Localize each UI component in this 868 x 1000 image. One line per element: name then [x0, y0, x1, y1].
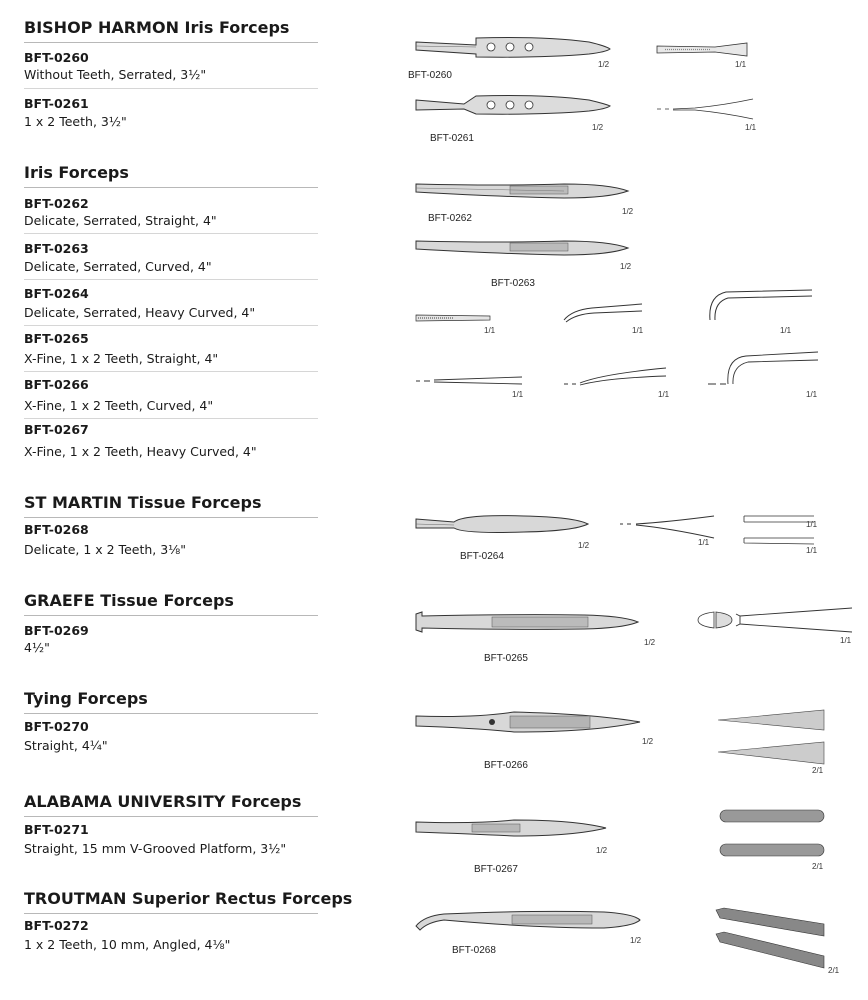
product-description: Delicate, 1 x 2 Teeth, 3⅛": [24, 542, 187, 557]
scale-label: 1/1: [806, 546, 818, 555]
forceps-illustration-icon: [414, 708, 644, 738]
forceps-illustration-icon: [414, 180, 634, 206]
divider: [24, 418, 318, 419]
product-description: X-Fine, 1 x 2 Teeth, Straight, 4": [24, 351, 219, 366]
product-code: BFT-0269: [24, 623, 89, 638]
forceps-illustration-icon: [414, 816, 614, 842]
section-title: Tying Forceps: [24, 689, 318, 714]
product-description: Without Teeth, Serrated, 3½": [24, 67, 207, 82]
product-code: BFT-0262: [24, 196, 89, 211]
scale-label: 1/1: [484, 326, 496, 335]
image-label: BFT-0266: [484, 760, 528, 771]
forceps-illustration-icon: [414, 610, 644, 636]
scale-label: 1/2: [620, 262, 632, 271]
forceps-tip-detail-icon: [740, 512, 818, 548]
divider: [24, 371, 318, 372]
image-label: BFT-0265: [484, 653, 528, 664]
forceps-illustration-icon: [414, 906, 644, 936]
scale-label: 2/1: [812, 862, 824, 871]
section-title: TROUTMAN Superior Rectus Forceps: [24, 889, 318, 914]
section-title: ALABAMA UNIVERSITY Forceps: [24, 792, 318, 817]
section-title: BISHOP HARMON Iris Forceps: [24, 18, 318, 43]
forceps-tip-detail-icon: [706, 286, 816, 324]
image-label: BFT-0261: [430, 133, 474, 144]
forceps-tip-detail-icon: [706, 350, 822, 388]
product-code: BFT-0265: [24, 331, 89, 346]
scale-label: 1/1: [745, 123, 757, 132]
product-description: Delicate, Serrated, Curved, 4": [24, 259, 212, 274]
product-description: X-Fine, 1 x 2 Teeth, Curved, 4": [24, 398, 214, 413]
forceps-illustration-icon: [414, 36, 614, 66]
divider: [24, 233, 318, 234]
forceps-tip-detail-icon: [655, 97, 755, 123]
scale-label: 2/1: [812, 766, 824, 775]
product-code: BFT-0271: [24, 822, 89, 837]
scale-label: 1/2: [630, 936, 642, 945]
forceps-tip-detail-icon: [414, 374, 526, 388]
forceps-illustration-icon: [414, 512, 594, 538]
scale-label: 1/2: [592, 123, 604, 132]
forceps-tip-detail-icon: [716, 806, 828, 862]
forceps-illustration-icon: [414, 236, 634, 262]
scale-label: 1/1: [806, 390, 818, 399]
forceps-tip-detail-icon: [696, 606, 856, 636]
product-code: BFT-0263: [24, 241, 89, 256]
product-description: Straight, 4¼": [24, 738, 108, 753]
product-code: BFT-0272: [24, 918, 89, 933]
forceps-tip-detail-icon: [716, 706, 828, 766]
image-label: BFT-0262: [428, 213, 472, 224]
image-label: BFT-0260: [408, 70, 452, 81]
scale-label: 1/2: [644, 638, 656, 647]
image-label: BFT-0264: [460, 551, 504, 562]
scale-label: 1/1: [735, 60, 747, 69]
scale-label: 1/1: [780, 326, 792, 335]
scale-label: 1/1: [698, 538, 710, 547]
scale-label: 1/1: [658, 390, 670, 399]
section-title: Iris Forceps: [24, 163, 318, 188]
product-description: X-Fine, 1 x 2 Teeth, Heavy Curved, 4": [24, 444, 257, 459]
scale-label: 1/1: [840, 636, 852, 645]
divider: [24, 88, 318, 89]
product-code: BFT-0267: [24, 422, 89, 437]
product-code: BFT-0268: [24, 522, 89, 537]
product-code: BFT-0270: [24, 719, 89, 734]
forceps-tip-detail-icon: [655, 42, 755, 58]
scale-label: 2/1: [828, 966, 840, 975]
product-description: 1 x 2 Teeth, 10 mm, Angled, 4⅛": [24, 937, 231, 952]
scale-label: 1/2: [596, 846, 608, 855]
product-code: BFT-0264: [24, 286, 89, 301]
section-title: ST MARTIN Tissue Forceps: [24, 493, 318, 518]
product-code: BFT-0261: [24, 96, 89, 111]
product-description: Straight, 15 mm V-Grooved Platform, 3½": [24, 841, 287, 856]
scale-label: 1/1: [806, 520, 818, 529]
image-label: BFT-0268: [452, 945, 496, 956]
section-title: GRAEFE Tissue Forceps: [24, 591, 318, 616]
product-description: 1 x 2 Teeth, 3½": [24, 114, 127, 129]
scale-label: 1/2: [642, 737, 654, 746]
image-label: BFT-0267: [474, 864, 518, 875]
scale-label: 1/2: [598, 60, 610, 69]
product-description: Delicate, Serrated, Heavy Curved, 4": [24, 305, 256, 320]
scale-label: 1/2: [578, 541, 590, 550]
scale-label: 1/2: [622, 207, 634, 216]
forceps-tip-detail-icon: [414, 312, 494, 324]
forceps-tip-detail-icon: [562, 364, 670, 388]
divider: [24, 325, 318, 326]
forceps-illustration-icon: [414, 92, 614, 122]
product-code: BFT-0266: [24, 377, 89, 392]
scale-label: 1/1: [512, 390, 524, 399]
forceps-tip-detail-icon: [712, 904, 828, 974]
divider: [24, 279, 318, 280]
product-code: BFT-0260: [24, 50, 89, 65]
image-label: BFT-0263: [491, 278, 535, 289]
scale-label: 1/1: [632, 326, 644, 335]
product-description: Delicate, Serrated, Straight, 4": [24, 213, 217, 228]
product-description: 4½": [24, 640, 50, 655]
forceps-tip-detail-icon: [562, 300, 646, 324]
